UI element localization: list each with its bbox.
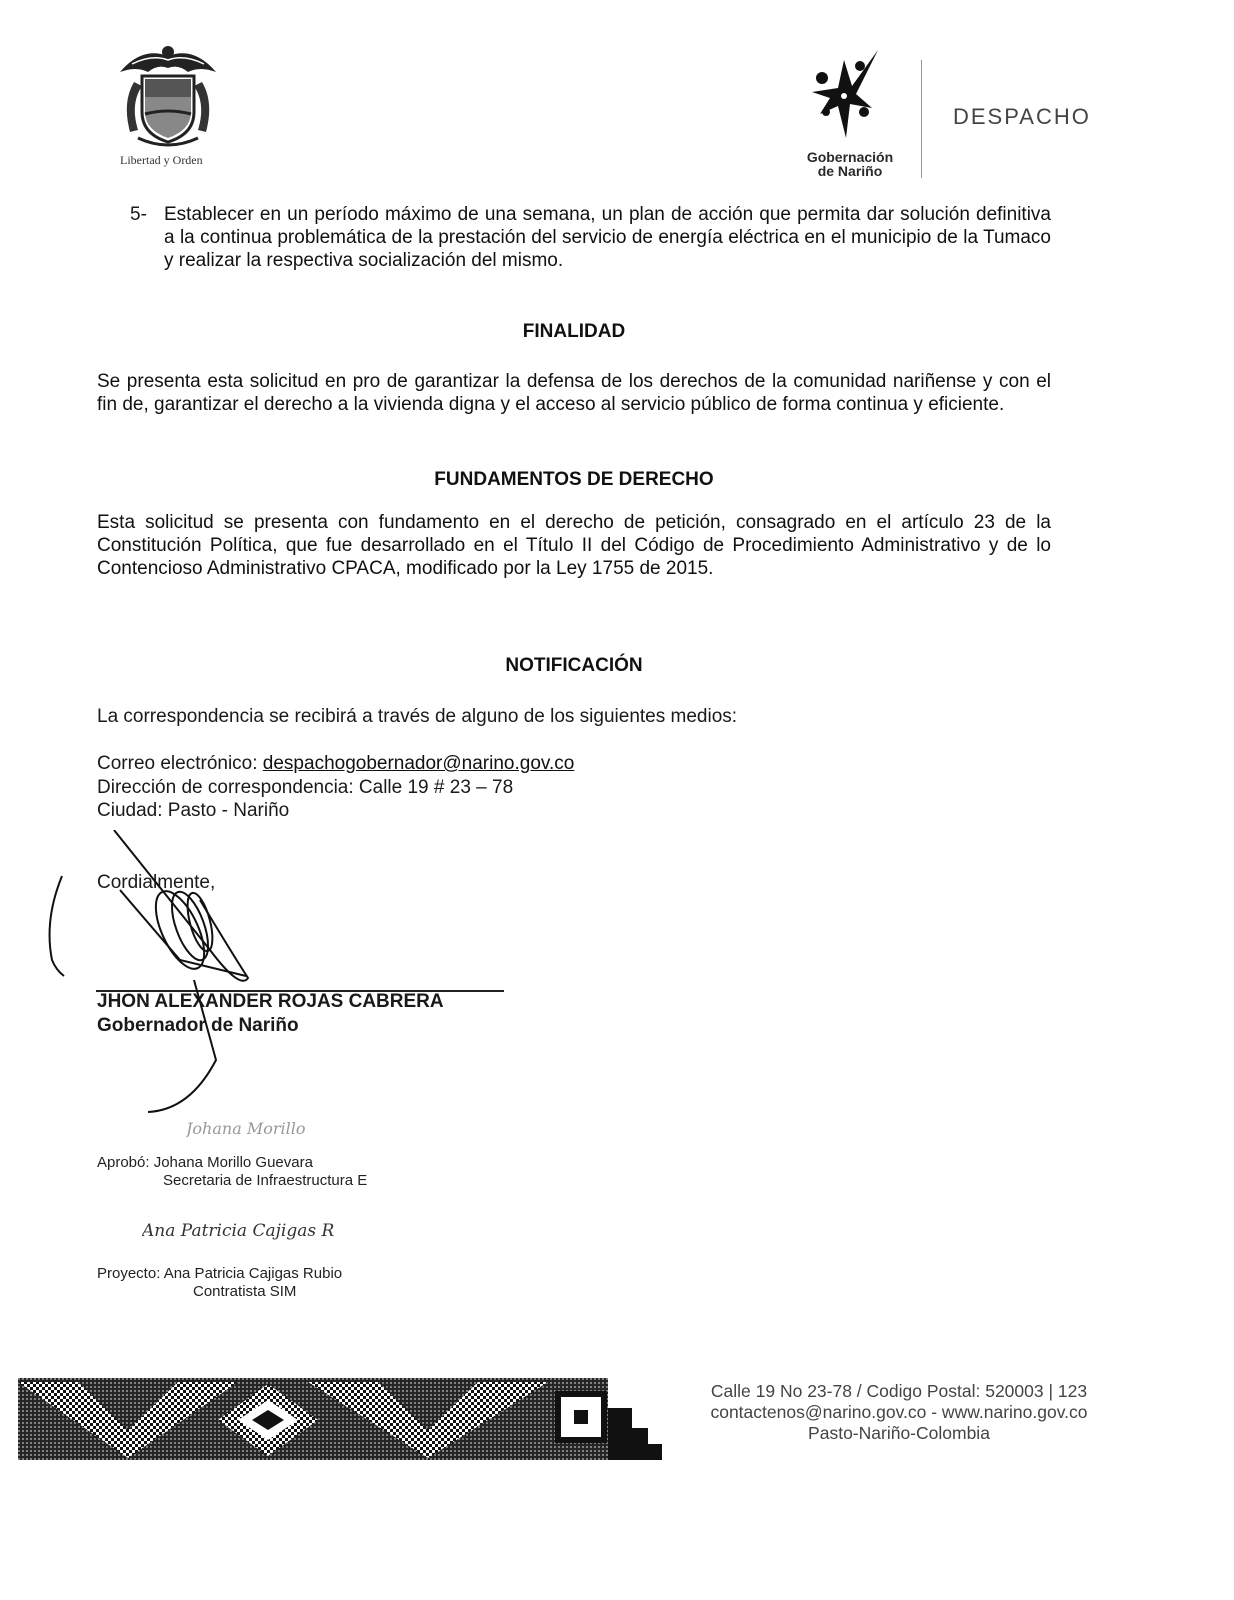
gobernacion-name-line1: Gobernación xyxy=(806,149,894,165)
crest-motto: Libertad y Orden xyxy=(120,153,203,167)
project-role: Contratista SIM xyxy=(193,1283,297,1300)
finalidad-text: Se presenta esta solicitud en pro de garantizar la defensa de los derechos de la comunidad nariñense y con el fin de, garantizar el derecho a la vivienda digna y el acceso al servicio público de forma continua y eficiente. xyxy=(97,371,1051,415)
header-divider xyxy=(921,60,922,178)
footer-address: Calle 19 No 23-78 / Codigo Postal: 520003 | 123 xyxy=(710,1381,1088,1401)
salutation: Cordialmente, xyxy=(97,872,216,893)
office-title: DESPACHO xyxy=(953,104,1091,129)
footer-web: contactenos@narino.gov.co - www.narino.gov.co xyxy=(710,1402,1088,1422)
gobernacion-name-line2: de Nariño xyxy=(817,163,883,179)
city-line: Ciudad: Pasto - Nariño xyxy=(97,800,290,821)
item-5-text: Establecer en un período máximo de una semana, un plan de acción que permita dar solución definitiva a la continua problemática de la prestación del servicio de energía eléctrica en el municipio de la Tumaco y realizar la respectiva socialización del mismo. xyxy=(164,204,1051,271)
email-link[interactable]: despachogobernador@narino.gov.co xyxy=(262,753,575,774)
project-by: Proyecto: Ana Patricia Cajigas Rubio xyxy=(97,1265,343,1282)
section-heading-fundamentos: FUNDAMENTOS DE DERECHO xyxy=(434,469,714,490)
address-line: Dirección de correspondencia: Calle 19 # 23 – 78 xyxy=(97,777,514,798)
gobernacion-narino-logo xyxy=(792,42,892,142)
project-initials xyxy=(142,1216,342,1244)
notification-intro: La correspondencia se recibirá a través de alguno de los siguientes medios: xyxy=(97,706,738,727)
item-number: 5- xyxy=(130,204,147,225)
approver-initials-text: Johana Morillo xyxy=(186,1119,306,1138)
signer-name: JHON ALEXANDER ROJAS CABRERA xyxy=(97,991,444,1012)
footer-city: Pasto-Nariño-Colombia xyxy=(808,1423,990,1443)
section-heading-finalidad: FINALIDAD xyxy=(522,321,626,342)
coat-of-arms-logo xyxy=(112,42,224,152)
approved-by: Aprobó: Johana Morillo Guevara xyxy=(97,1154,313,1171)
footer-contact xyxy=(664,1381,1134,1444)
section-heading-notificacion: NOTIFICACIÓN xyxy=(505,655,643,676)
email-line xyxy=(97,752,574,775)
fundamentos-text: Esta solicitud se presenta con fundamento en el derecho de petición, consagrado en el artículo 23 de la Constitución Política, que fue desarrollado en el Título II del Código de Procedimiento Administrativo y de lo Contencioso Administrativo CPACA, modificado por la Ley 1755 de 2015. xyxy=(97,512,1051,579)
signer-title: Gobernador de Nariño xyxy=(97,1015,299,1036)
email-label: Correo electrónico: xyxy=(97,753,263,774)
approved-role: Secretaria de Infraestructura E xyxy=(163,1172,368,1189)
project-initials-text: Ana Patricia Cajigas R xyxy=(142,1221,335,1241)
approver-initials xyxy=(186,1114,366,1142)
handwritten-signature xyxy=(40,830,280,1130)
footer-pattern-band xyxy=(18,1378,662,1460)
gobernacion-name xyxy=(790,150,910,178)
